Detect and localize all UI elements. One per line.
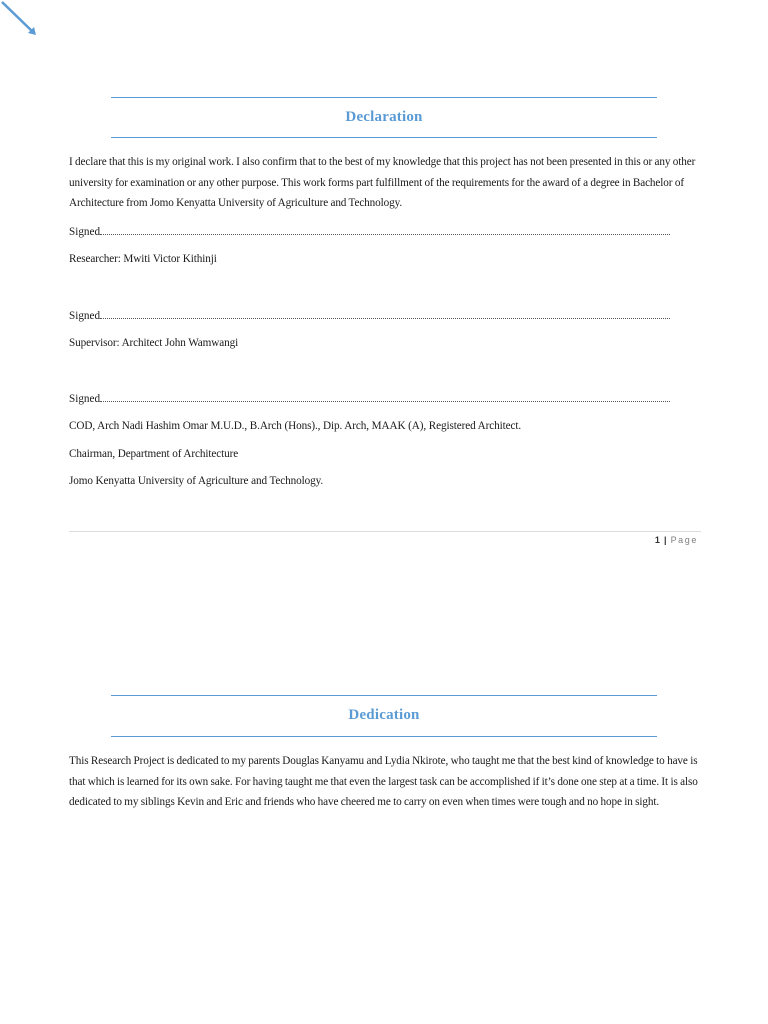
dedication-body: This Research Project is dedicated to my parents Douglas Kanyamu and Lydia Nkirote, who taught me that the best kind of knowledge to have is that which is learned for its own sake. For having taught me that even the largest task can be accomplished if it’s done one step at a time. It is also dedicated to my siblings Kevin and Eric and friends who have cheered me to carry on even when times were tough and no hope in sight. — [69, 755, 698, 808]
signed-label: Signed — [69, 226, 101, 238]
declaration-bottom-rule — [111, 137, 657, 138]
dedication-heading: Dedication — [348, 707, 420, 723]
university-name: Jomo Kenyatta University of Agriculture and Technology. — [69, 475, 324, 487]
diagonal-arrow-icon — [0, 0, 40, 40]
dedication-top-rule — [111, 695, 657, 696]
researcher-name: Researcher: Mwiti Victor Kithinji — [69, 253, 217, 265]
chairman-title: Chairman, Department of Architecture — [69, 448, 239, 460]
page-number: 1 — [654, 535, 660, 545]
cod-name: COD, Arch Nadi Hashim Omar M.U.D., B.Arch (Hons)., Dip. Arch, MAAK (A), Registered Architect. — [69, 420, 522, 432]
page-footer — [655, 535, 698, 545]
declaration-heading: Declaration — [345, 109, 423, 125]
signature-line-supervisor — [69, 309, 679, 322]
signature-line-researcher — [69, 225, 679, 238]
supervisor-name: Supervisor: Architect John Wamwangi — [69, 337, 239, 349]
page-label: Page — [670, 535, 698, 545]
declaration-top-rule — [111, 97, 657, 98]
page-separator: | — [663, 535, 667, 545]
footer-rule — [69, 531, 701, 532]
signed-label: Signed — [69, 393, 101, 405]
signature-dots — [100, 309, 670, 319]
signature-dots — [100, 225, 670, 235]
declaration-body: I declare that this is my original work. I also confirm that to the best of my knowledge that this project has not been presented in this or any other university for examination or any other purpose. This work forms part fulfillment of the requirements for the award of a degree in Bachelor of Architecture from Jomo Kenyatta University of Agriculture and Technology. — [69, 156, 696, 209]
signature-dots — [100, 392, 670, 402]
signed-label: Signed — [69, 310, 101, 322]
signature-line-cod — [69, 392, 679, 405]
dedication-bottom-rule — [111, 736, 657, 737]
